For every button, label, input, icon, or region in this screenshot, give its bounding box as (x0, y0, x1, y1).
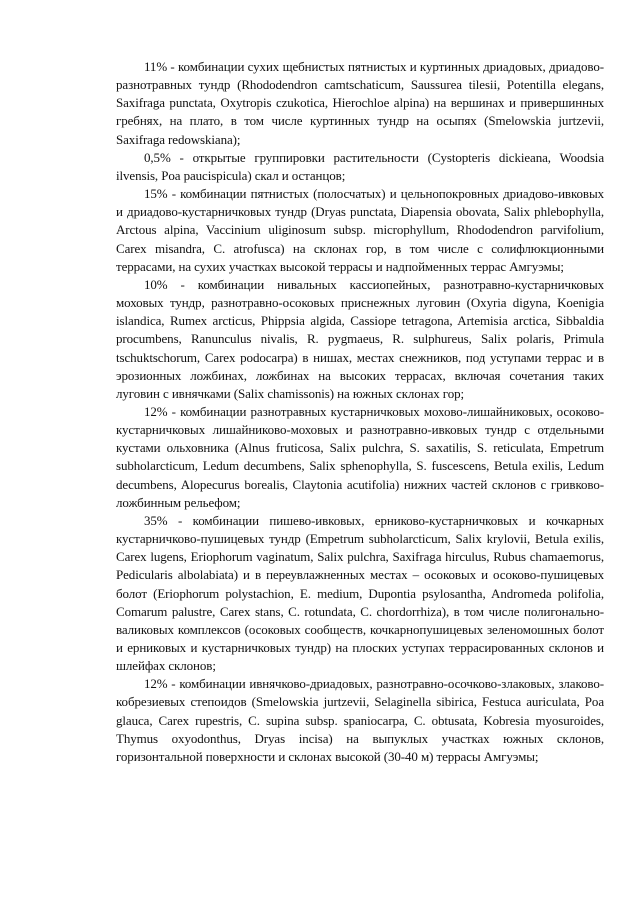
document-body (116, 58, 604, 766)
paragraph: 11% - комбинации сухих щебнистых пятнистых и куртинных дриадовых, дриадово-разнотравных тундр (Rhododendron camtschaticum, Saussurea tilesii, Potentilla elegans, Saxifraga punctata, Oxytropis czukotica, Hierochloe alpina) на вершинах и привершинных гребнях, на плато, в том числе куртинных тундр на осыпях (Smelowskia jurtzevii, Saxifraga redowskiana); (116, 59, 604, 147)
paragraph: 35% - комбинации пишево-ивковых, ерниково-кустарничковых и кочкарных кустарничково-пушицевых тундр (Empetrum subholarcticum, Salix krylovii, Betula exilis, Carex lugens, Eriophorum vaginatum, Salix pulchra, Saxifraga hirculus, Rubus chamaemorus, Pedicularis albolabiata) и в переувлажненных местах – осоковых и осоково-пушицевых болот (Eriophorum polystachion, E. medium, Dupontia psylosantha, Andromeda polifolia, Comarum palustre, Carex stans, C. rotundata, C. chordorrhiza), в том числе полигонально-валиковых комплексов (осоковых сообществ, кочкарнопушицевых зеленомошных болот и ерниковых и кустарничковых тундр) на плоских уступах террасированных склонов и шлейфах склонов; (116, 512, 604, 674)
paragraph: 12% - комбинации разнотравных кустарничковых мохово-лишайниковых, осоково-кустарничковых лишайниково-моховых и разнотравно-ивковых тундр с отдельными кустами ольховника (Alnus fruticosa, Salix pulchra, S. saxatilis, S. reticulata, Empetrum subholarcticum, Ledum decumbens, Salix sphenophylla, S. fuscescens, Betula exilis, Ledum decumbens, Alopecurus borealis, Claytonia acutifolia) нижних частей склонов с гривково-ложбинным рельефом; (116, 403, 604, 510)
paragraph: 0,5% - открытые группировки растительности (Cystopteris dickieana, Woodsia ilvensis, Poa paucispicula) скал и останцов; (116, 149, 604, 183)
paragraph: 15% - комбинации пятнистых (полосчатых) и цельнопокровных дриадово-ивковых и дриадово-кустарничковых тундр (Dryas punctata, Diapensia obovata, Salix phlebophylla, Arctous alpina, Vaccinium uliginosum subsp. microphyllum, Rhododendron parvifolium, Carex misandra, C. atrofusca) на склонах гор, в том числе с солифлюкционными террасами, на сухих участках высокой террасы и надпойменных террас Амгуэмы; (116, 186, 604, 274)
paragraph: 12% - комбинации ивнячково-дриадовых, разнотравно-осочково-злаковых, злаково-кобрезиевых степоидов (Smelowskia jurtzevii, Selaginella sibirica, Festuca auriculata, Poa glauca, Carex rupestris, C. supina subsp. spaniocarpa, C. obtusata, Kobresia myosuroides, Thymus oxyodonthus, Dryas incisa) на выпуклых участках южных склонов, горизонтальной поверхности и склонах высокой (30-40 м) террасы Амгуэмы; (116, 676, 604, 764)
paragraph: 10% - комбинации нивальных кассиопейных, разнотравно-кустарничковых моховых тундр, разнотравно-осоковых приснежных луговин (Oxyria digyna, Koenigia islandica, Rumex arcticus, Phippsia algida, Cassiope tetragona, Artemisia arctica, Sibbaldia procumbens, Ranunculus nivalis, R. pygmaeus, R. sulphureus, Salix polaris, Primula tschuktschorum, Carex podocarpa) в нишах, местах снежников, под уступами террас и в эрозионных ложбинах, ложбинах на высоких террасах, включая сочетания таких луговин с ивнячками (Salix chamissonis) на южных склонах гор; (116, 276, 604, 401)
